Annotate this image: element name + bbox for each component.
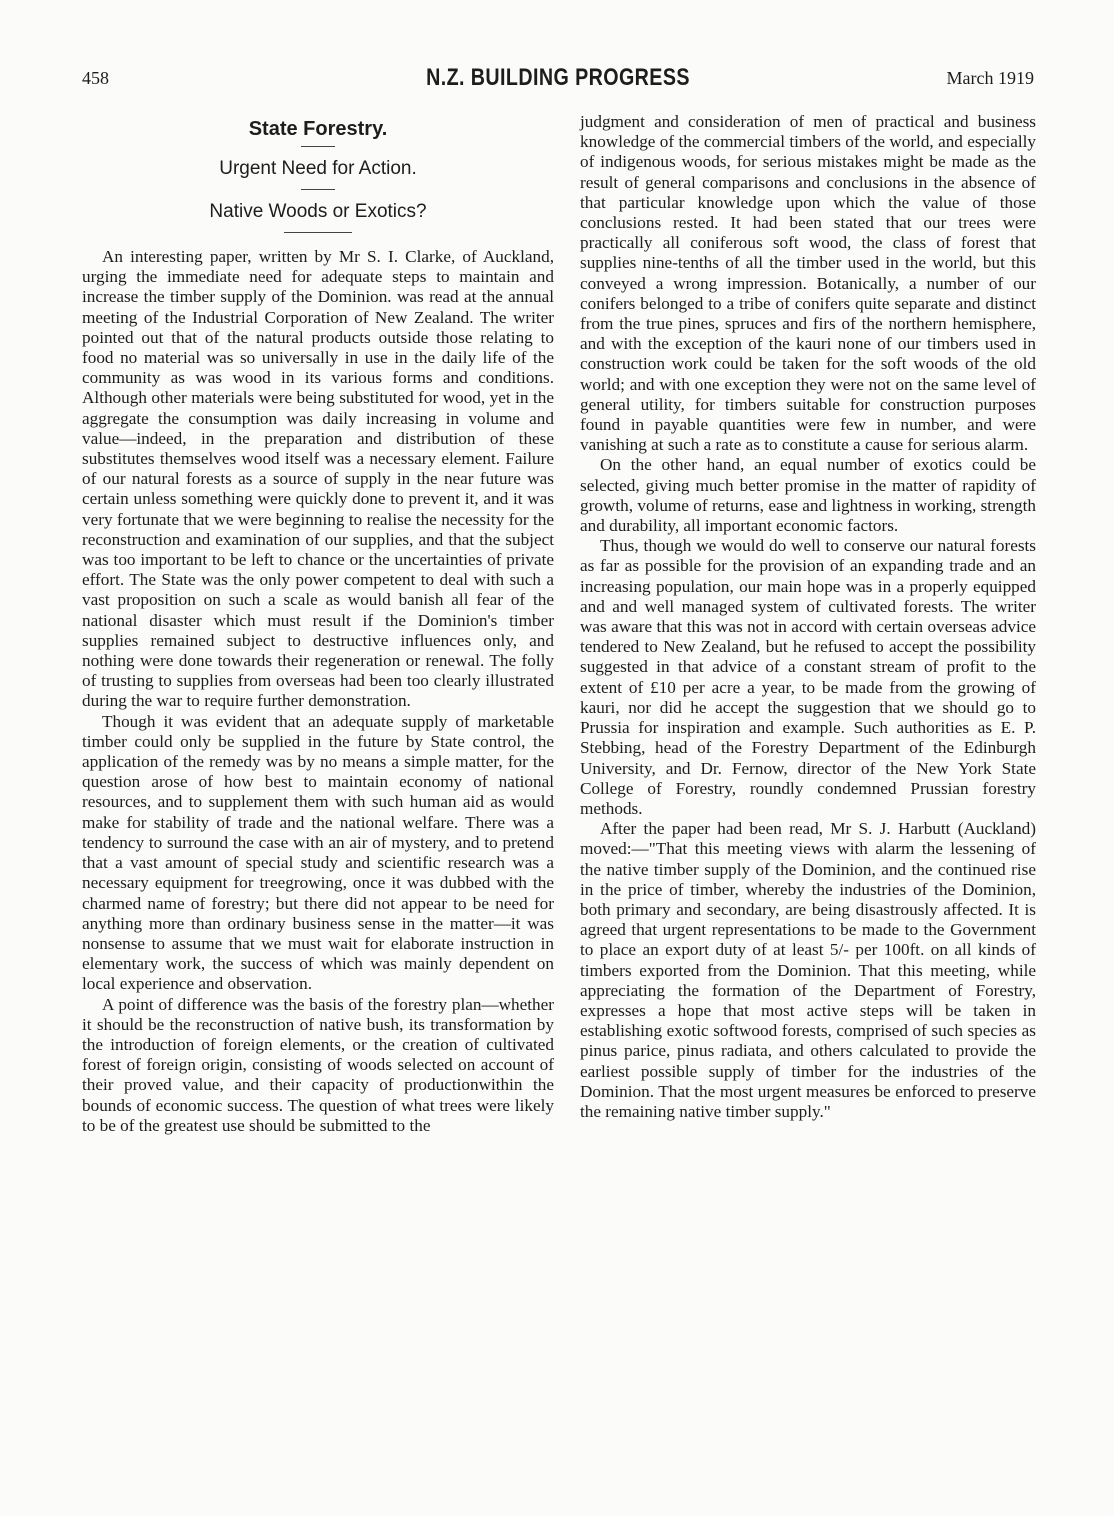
paragraph-continued: judgment and consideration of men of practical and business knowledge of the commercial timbers of the world, and especially of indigenous woods, for serious mistakes might be made as the result of general comparisons and conclusions in the absence of that particular knowledge upon which the value of those conclusions rested. It had been stated that our trees were practically all coniferous soft wood, the class of forest that supplies nine-tenths of all the timber used in the world, but this conveyed a wrong impression. Botanically, a number of our conifers belonged to a tribe of conifers quite separate and distinct from the true pines, spruces and firs of the northern hemisphere, and with the exception of the kauri none of our timbers used in construction work could be taken for the soft woods of the old world; and with one exception they were not on the same level of general utility, for timbers suitable for construction purposes found in payable quantities were few in number, and were vanishing at such a rate as to constitute a cause for serious alarm. [580, 112, 1036, 455]
page-number: 458 [82, 68, 109, 88]
issue-date: March 1919 [946, 68, 1034, 88]
running-head [82, 64, 1034, 94]
article-subtitle-2: Native Woods or Exotics? [209, 201, 427, 222]
article-title: State Forestry. [248, 118, 388, 140]
right-column [580, 112, 1036, 1122]
section-divider [284, 232, 352, 233]
paragraph: Though it was evident that an adequate supply of marketable timber could only be supplied in the future by State control, the application of the remedy was by no means a simple matter, for the question arose of how best to maintain economy of national resources, and to supplement them with such human aid as would make for stability of trade and the national welfare. There was a tendency to surround the case with an air of mystery, and to pretend that a vast amount of special study and scientific research was a necessary equipment for treegrowing, once it was dubbed with the charmed name of forestry; but there did not appear to be need for anything more than ordinary business sense in the matter—it was nonsense to assume that we must wait for elaborate instruction in elementary work, the success of which was mainly dependent on local experience and observation. [82, 711, 554, 994]
paragraph: On the other hand, an equal number of exotics could be selected, giving much better promise in the matter of rapidity of growth, volume of returns, ease and lightness in working, strength and durability, all important economic factors. [580, 455, 1036, 536]
left-column [82, 112, 554, 1136]
journal-title: N.Z. BUILDING PROGRESS [426, 64, 690, 91]
paragraph: Thus, though we would do well to conserve our natural forests as far as possible for the provision of an expanding trade and an increasing population, our main hope was in a properly equipped and and well managed system of cultivated forests. The writer was aware that this was not in accord with certain overseas advice tendered to New Zealand, but he refused to accept the possibility suggested in that advice of a constant stream of profit to the extent of £10 per acre a year, to be made from the growing of kauri, nor did he accept the suggestion that we should go to Prussia for inspiration and example. Such authorities as E. P. Stebbing, head of the Forestry Department of the Edinburgh University, and Dr. Fernow, director of the New York State College of Forestry, roundly condemned Prussian forestry methods. [580, 536, 1036, 818]
title-divider [301, 146, 335, 147]
paragraph: After the paper had been read, Mr S. J. Harbutt (Auckland) moved:—"That this meeting views with alarm the lessening of the native timber supply of the Dominion, and the continued rise in the price of timber, whereby the industries of the Dominion, both primary and secondary, are being disastrously affected. It is agreed that urgent representations to be made to the Government to place an export duty of at least 5/- per 100ft. on all kinds of timbers exported from the Dominion. That this meeting, while appreciating the formation of the Department of Forestry, expresses a hope that most active steps will be taken in establishing exotic softwood forests, comprised of such species as pinus parice, pinus radiata, and others calculated to provide the earliest possible supply of timber for the industries of the Dominion. That the most urgent measures be enforced to preserve the remaining native timber supply." [580, 819, 1036, 1121]
paragraph: A point of difference was the basis of the forestry plan—whether it should be the reconstruction of native bush, its transformation by the introduction of foreign elements, or the creation of cultivated forest of foreign origin, consisting of woods selected on account of their proved value, and their capacity of productionwithin the bounds of economic success. The question of what trees were likely to be of the greatest use should be submitted to the [82, 994, 554, 1135]
subtitle-divider [301, 189, 335, 190]
article-subtitle-1: Urgent Need for Action. [219, 158, 417, 179]
paragraph: An interesting paper, written by Mr S. I. Clarke, of Auckland, urging the immediate need for adequate steps to maintain and increase the timber supply of the Dominion. was read at the annual meeting of the Industrial Corporation of New Zealand. The writer pointed out that of the natural products outside those relating to food no material was so universally in use in the daily life of the community as was wood in its various forms and conditions. Although other materials were being substituted for wood, yet in the aggregate the consumption was daily increasing in volume and value—indeed, in the preparation and distribution of these substitutes themselves wood itself was a necessary element. Failure of our natural forests as a source of supply in the near future was certain unless something were quickly done to prevent it, and it was very fortunate that we were beginning to realise the necessity for the reconstruction and examination of our supplies, and that the subject was too important to be left to chance or the uncertainties of private effort. The State was the only power competent to deal with such a vast proposition on such a scale as would banish all fear of the national disaster which must result if the Dominion's timber supplies remained subject to destructive influences only, and nothing were done towards their regeneration or renewal. The folly of trusting to supplies from overseas had been too clearly illustrated during the war to require further demonstration. [82, 247, 554, 711]
